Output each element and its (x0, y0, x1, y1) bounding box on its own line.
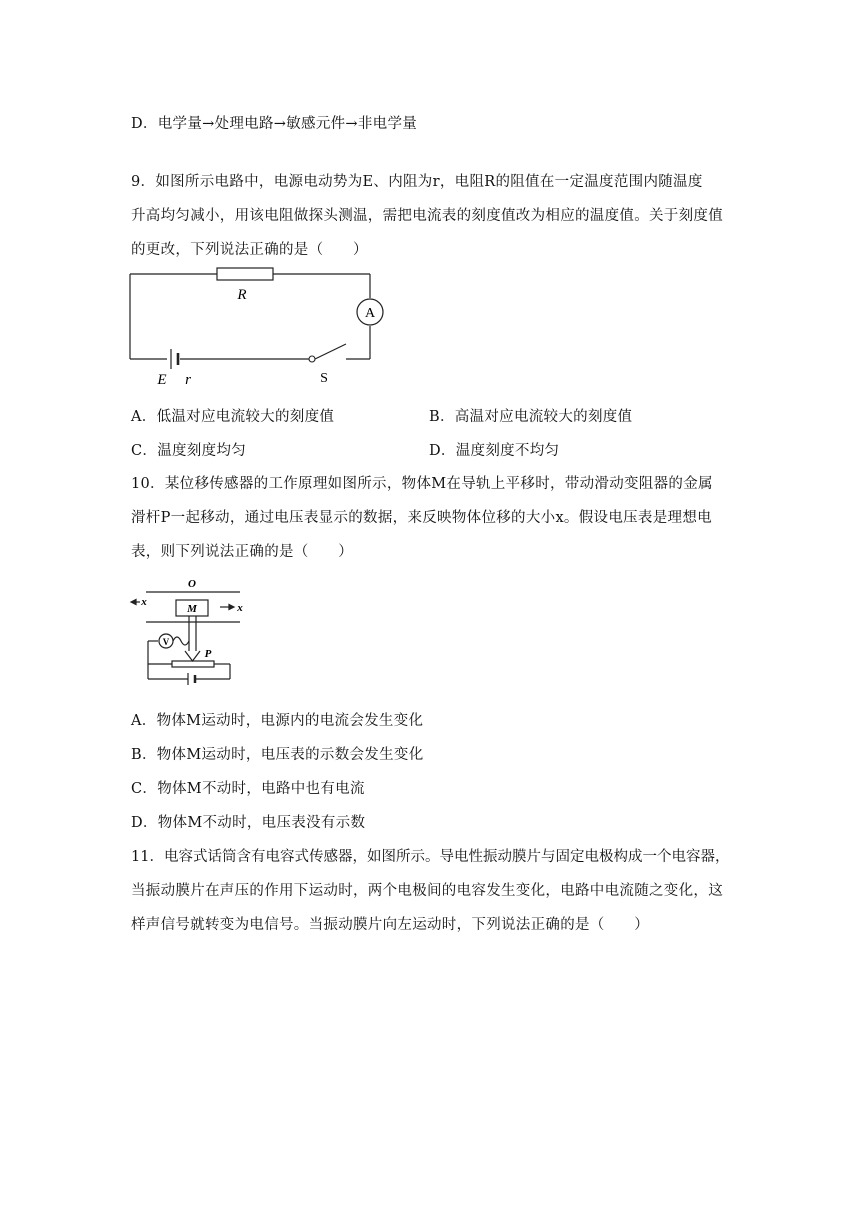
q10-stem-line-2: 滑杆P一起移动，通过电压表显示的数据，来反映物体位移的大小x。假设电压表是理想电 (131, 510, 712, 526)
q9-stem-line-2: 升高均匀减小，用该电阻做探头测温，需把电流表的刻度值改为相应的温度值。关于刻度值 (131, 208, 723, 224)
origin-label: O (188, 578, 196, 590)
q9-option-d: D．温度刻度不均匀 (429, 443, 560, 459)
object-m-label: M (187, 603, 197, 615)
switch-label: S (320, 371, 328, 386)
q9-stem-line-3: 的更改，下列说法正确的是（ ） (131, 242, 368, 258)
q10-stem-line-3: 表，则下列说法正确的是（ ） (131, 544, 353, 560)
q9-option-c: C．温度刻度均匀 (131, 443, 246, 459)
right-arrow-icon (229, 605, 234, 610)
resistor-label: R (237, 287, 247, 303)
q8-option-d: D．电学量→处理电路→敏感元件→非电学量 (131, 116, 418, 132)
q9-option-a: A．低温对应电流较大的刻度值 (131, 409, 335, 425)
q9-option-b: B．高温对应电流较大的刻度值 (429, 409, 633, 425)
q10-stem-line-1: 10．某位移传感器的工作原理如图所示，物体M在导轨上平移时，带动滑动变阻器的金属 (131, 476, 713, 492)
q10-option-c: C．物体M不动时，电路中也有电流 (131, 781, 365, 797)
voltmeter-label: V (162, 637, 170, 647)
slider-label: P (204, 648, 212, 660)
q11-stem-line-1: 11．电容式话筒含有电容式传感器，如图所示。导电性振动膜片与固定电极构成一个电容器， (131, 849, 730, 865)
q10-option-b: B．物体M运动时，电压表的示数会发生变化 (131, 747, 424, 763)
resistor-symbol (217, 268, 273, 280)
q11-stem-line-3: 样声信号就转变为电信号。当振动膜片向左运动时，下列说法正确的是（ ） (131, 917, 649, 933)
emf-label: E (157, 372, 167, 388)
switch-contact (309, 356, 315, 362)
q9-circuit-diagram (122, 264, 392, 389)
voltmeter-lead (173, 637, 189, 645)
q10-sensor-diagram (128, 575, 268, 690)
switch-blade (315, 344, 346, 359)
ammeter-label: A (364, 306, 376, 321)
q11-stem-line-2: 当振动膜片在声压的作用下运动时，两个电极间的电容发生变化，电路中电流随之变化，这 (131, 883, 723, 899)
left-arrow-icon (131, 600, 136, 605)
rheostat-symbol (172, 661, 214, 667)
internal-resistance-label: r (185, 372, 191, 388)
q10-option-a: A．物体M运动时，电源内的电流会发生变化 (131, 713, 424, 729)
q9-stem-line-1: 9．如图所示电路中，电源电动势为E、内阻为r，电阻R的阻值在一定温度范围内随温度 (131, 174, 703, 190)
left-displacement-label: x (141, 596, 147, 608)
right-displacement-label: x (237, 602, 243, 614)
q10-option-d: D．物体M不动时，电压表没有示数 (131, 815, 366, 831)
